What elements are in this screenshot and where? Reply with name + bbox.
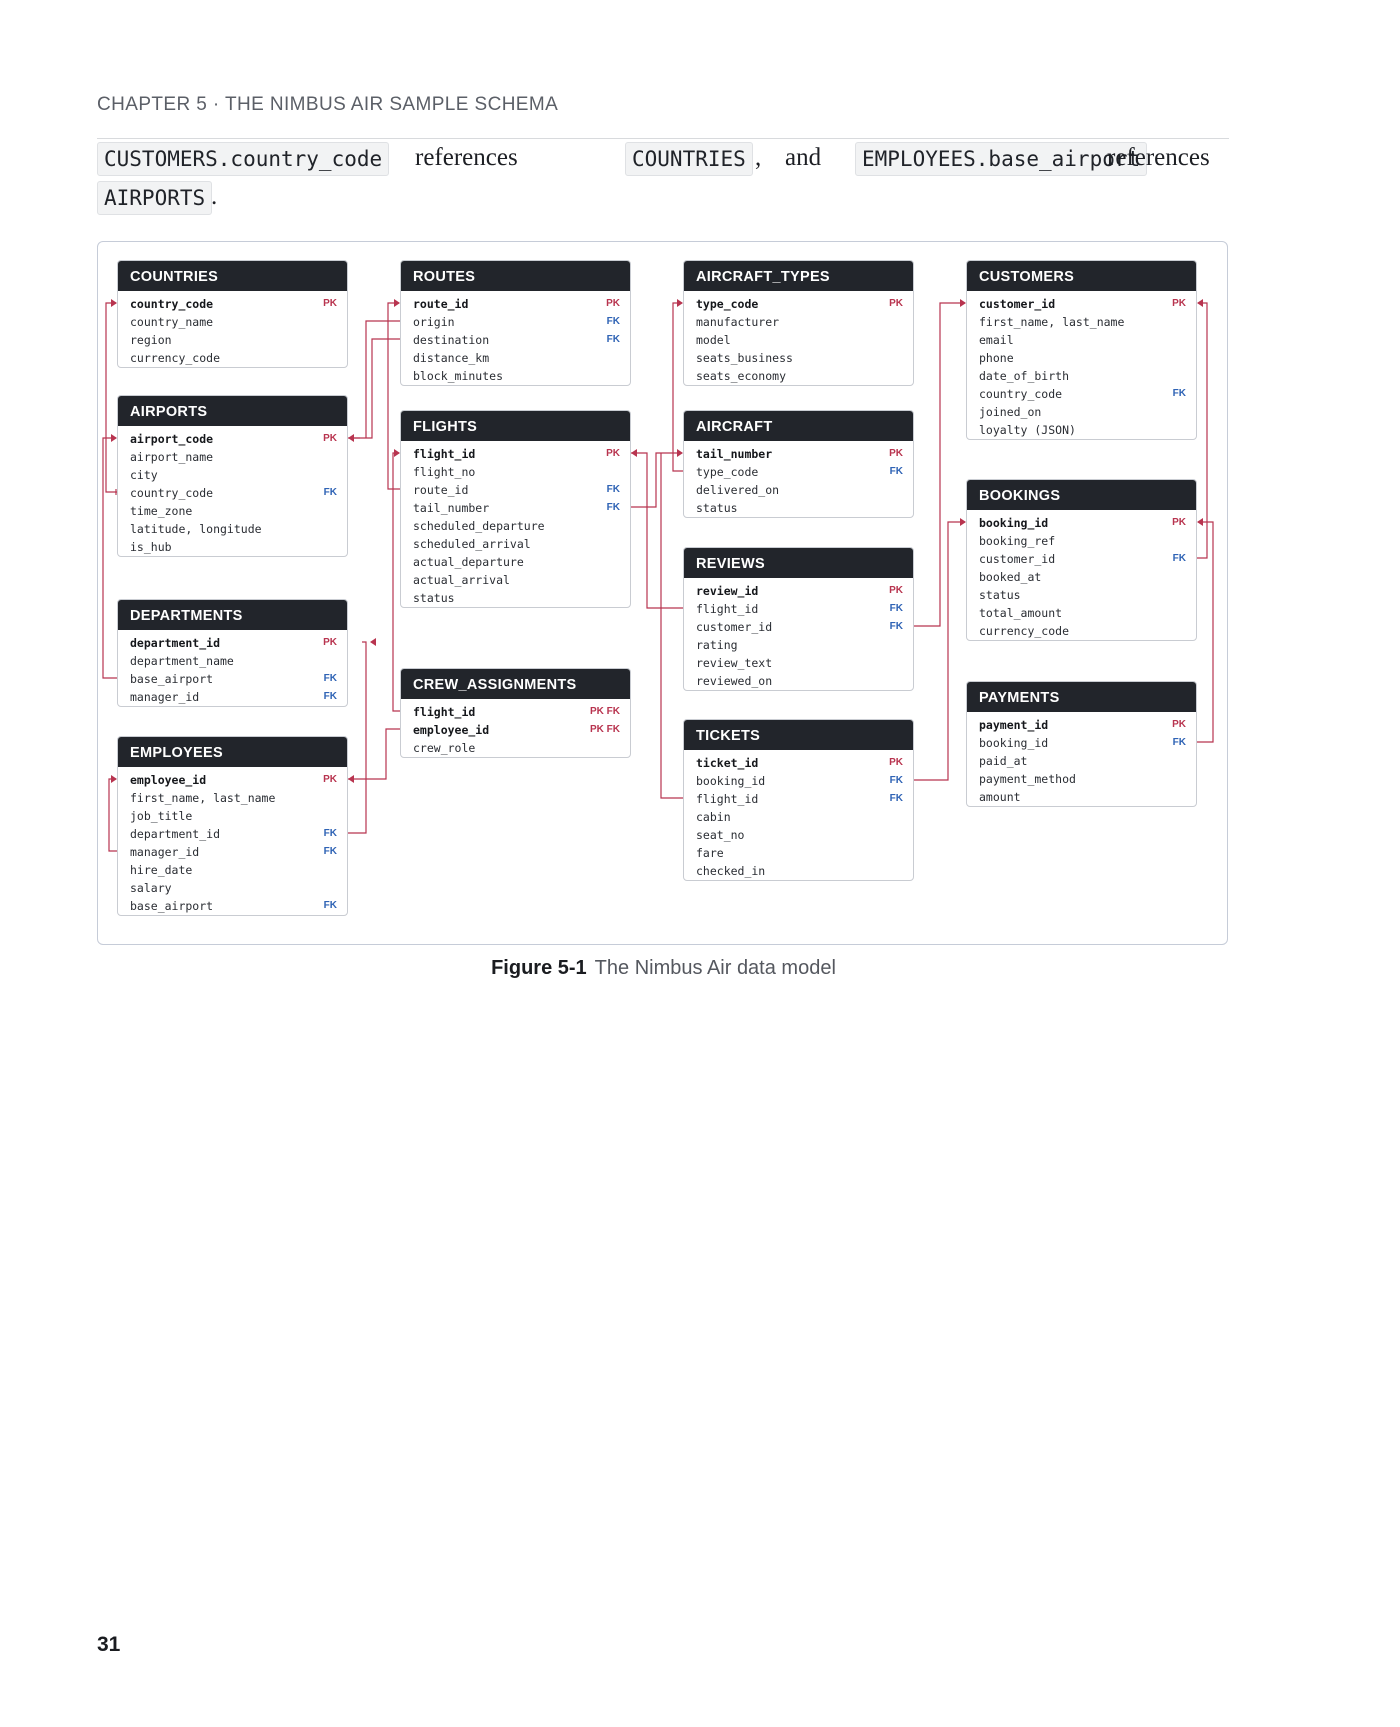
column-row	[684, 636, 913, 654]
column-name: department_id	[130, 827, 221, 841]
table-reviews	[683, 547, 914, 691]
table-title: EMPLOYEES	[118, 737, 347, 767]
table-title: BOOKINGS	[967, 480, 1196, 510]
table-title: CUSTOMERS	[967, 261, 1196, 291]
column-name: booking_id	[979, 516, 1049, 530]
column-name: date_of_birth	[979, 369, 1070, 383]
column-row	[684, 463, 913, 481]
column-row	[967, 367, 1196, 385]
column-row	[401, 535, 630, 553]
column-row	[401, 445, 630, 463]
column-name: block_minutes	[413, 369, 504, 383]
column-row	[684, 367, 913, 385]
column-row	[118, 331, 347, 349]
column-row	[967, 313, 1196, 331]
column-list	[401, 441, 630, 607]
column-row	[401, 589, 630, 607]
figure-caption	[0, 957, 1327, 980]
column-name: flight_no	[413, 465, 476, 479]
column-row	[401, 703, 630, 721]
column-name: flight_id	[413, 705, 476, 719]
key-badge: PK	[606, 298, 620, 309]
column-row	[684, 582, 913, 600]
column-name: manager_id	[130, 845, 200, 859]
column-name: booking_id	[979, 736, 1049, 750]
column-list	[684, 441, 913, 517]
column-row	[967, 586, 1196, 604]
column-row	[118, 634, 347, 652]
column-name: booking_ref	[979, 534, 1056, 548]
column-row	[401, 739, 630, 757]
key-badge: FK	[889, 466, 903, 477]
column-row	[684, 844, 913, 862]
column-name: checked_in	[696, 864, 766, 878]
column-name: base_airport	[130, 672, 214, 686]
column-row	[684, 808, 913, 826]
column-name: reviewed_on	[696, 674, 773, 688]
column-row	[118, 484, 347, 502]
column-list	[967, 510, 1196, 640]
column-row	[684, 295, 913, 313]
key-badge: FK	[889, 775, 903, 786]
fk-flights-aircraft	[631, 453, 682, 507]
column-row	[967, 716, 1196, 734]
column-row	[684, 331, 913, 349]
column-name: amount	[979, 790, 1021, 804]
key-badge: PK FK	[590, 706, 620, 717]
column-row	[967, 734, 1196, 752]
column-name: status	[979, 588, 1021, 602]
column-name: rating	[696, 638, 738, 652]
fk-employees-manager	[109, 779, 117, 851]
table-routes	[400, 260, 631, 386]
column-name: country_name	[130, 315, 214, 329]
column-row	[118, 295, 347, 313]
arrow-head	[1197, 518, 1203, 526]
column-name: total_amount	[979, 606, 1063, 620]
column-name: employee_id	[413, 723, 490, 737]
column-row	[967, 514, 1196, 532]
column-row	[118, 349, 347, 367]
column-row	[967, 421, 1196, 439]
key-badge: PK	[1172, 719, 1186, 730]
column-row	[684, 618, 913, 636]
column-row	[401, 367, 630, 385]
column-name: payment_method	[979, 772, 1076, 786]
fk-tickets-flights	[661, 453, 683, 798]
column-name: origin	[413, 315, 455, 329]
column-row	[118, 670, 347, 688]
table-title: FLIGHTS	[401, 411, 630, 441]
paragraph-text: references	[415, 144, 518, 171]
column-name: salary	[130, 881, 172, 895]
inline-code: AIRPORTS	[97, 181, 212, 215]
paragraph-text: ,	[755, 144, 762, 171]
fk-routes-destination	[354, 339, 400, 438]
fk-reviews-customers	[914, 303, 965, 626]
column-row	[118, 879, 347, 897]
column-name: is_hub	[130, 540, 172, 554]
column-name: review_id	[696, 584, 759, 598]
table-title: AIRPORTS	[118, 396, 347, 426]
column-name: currency_code	[130, 351, 221, 365]
column-list	[967, 712, 1196, 806]
fk-crew-flights	[393, 453, 400, 711]
column-row	[684, 754, 913, 772]
key-badge: PK	[323, 637, 337, 648]
header-rule	[97, 138, 1229, 139]
column-name: base_airport	[130, 899, 214, 913]
column-name: booking_id	[696, 774, 766, 788]
inline-code: CUSTOMERS.country_code	[97, 142, 389, 176]
column-name: actual_departure	[413, 555, 524, 569]
key-badge: FK	[606, 484, 620, 495]
column-row	[118, 466, 347, 484]
column-list	[118, 426, 347, 556]
page-number: 31	[97, 1633, 121, 1656]
column-list	[684, 750, 913, 880]
column-list	[967, 291, 1196, 439]
column-row	[967, 331, 1196, 349]
column-row	[118, 771, 347, 789]
figure-label: Figure 5-1	[491, 957, 587, 979]
fk-crew-employees	[348, 729, 400, 779]
column-name: type_code	[696, 465, 759, 479]
arrow-head	[370, 638, 376, 646]
column-name: loyalty (JSON)	[979, 423, 1076, 437]
column-name: joined_on	[979, 405, 1042, 419]
key-badge: FK	[323, 900, 337, 911]
column-row	[684, 790, 913, 808]
er-diagram-figure	[97, 241, 1228, 945]
column-row	[684, 499, 913, 517]
table-bookings	[966, 479, 1197, 641]
table-departments	[117, 599, 348, 707]
key-badge: PK	[323, 298, 337, 309]
key-badge: FK	[1172, 388, 1186, 399]
fk-payments-bookings	[1197, 522, 1213, 742]
column-name: model	[696, 333, 731, 347]
table-customers	[966, 260, 1197, 440]
column-row	[967, 295, 1196, 313]
column-name: status	[696, 501, 738, 515]
column-name: manager_id	[130, 690, 200, 704]
column-name: phone	[979, 351, 1014, 365]
column-row	[118, 825, 347, 843]
table-flights	[400, 410, 631, 608]
column-row	[118, 448, 347, 466]
column-row	[684, 672, 913, 690]
table-countries	[117, 260, 348, 368]
column-name: tail_number	[413, 501, 490, 515]
column-row	[684, 654, 913, 672]
inline-code: EMPLOYEES.base_airport	[855, 142, 1147, 176]
key-badge: FK	[323, 673, 337, 684]
key-badge: FK	[606, 502, 620, 513]
column-name: job_title	[130, 809, 193, 823]
column-name: time_zone	[130, 504, 193, 518]
table-airports	[117, 395, 348, 557]
column-row	[118, 652, 347, 670]
column-row	[401, 481, 630, 499]
column-name: fare	[696, 846, 724, 860]
column-list	[118, 630, 347, 706]
column-name: flight_id	[413, 447, 476, 461]
chapter-heading: CHAPTER 5 · THE NIMBUS AIR SAMPLE SCHEMA	[97, 94, 559, 115]
column-name: latitude, longitude	[130, 522, 262, 536]
column-name: destination	[413, 333, 490, 347]
key-badge: FK	[323, 846, 337, 857]
arrow-head	[631, 449, 637, 457]
column-list	[401, 699, 630, 757]
column-name: seats_economy	[696, 369, 787, 383]
column-row	[118, 502, 347, 520]
column-row	[118, 861, 347, 879]
fk-flights-routes	[388, 303, 400, 489]
column-list	[684, 578, 913, 690]
column-row	[118, 313, 347, 331]
column-row	[118, 807, 347, 825]
column-row	[401, 349, 630, 367]
column-row	[967, 788, 1196, 806]
table-title: DEPARTMENTS	[118, 600, 347, 630]
key-badge: FK	[889, 621, 903, 632]
key-badge: PK	[606, 448, 620, 459]
column-row	[967, 568, 1196, 586]
key-badge: PK FK	[590, 724, 620, 735]
column-name: customer_id	[979, 552, 1056, 566]
column-name: employee_id	[130, 773, 207, 787]
key-badge: FK	[323, 828, 337, 839]
paragraph-text: references	[1107, 144, 1210, 171]
column-name: country_code	[130, 486, 214, 500]
arrow-head	[348, 434, 354, 442]
inline-code: COUNTRIES	[625, 142, 753, 176]
column-name: paid_at	[979, 754, 1028, 768]
arrow-head	[1197, 299, 1203, 307]
column-name: tail_number	[696, 447, 773, 461]
column-name: seats_business	[696, 351, 793, 365]
column-row	[401, 553, 630, 571]
column-name: flight_id	[696, 792, 759, 806]
table-title: CREW_ASSIGNMENTS	[401, 669, 630, 699]
key-badge: PK	[889, 298, 903, 309]
column-row	[401, 331, 630, 349]
column-row	[967, 550, 1196, 568]
column-row	[967, 770, 1196, 788]
column-name: distance_km	[413, 351, 490, 365]
column-name: first_name, last_name	[130, 791, 276, 805]
column-name: hire_date	[130, 863, 193, 877]
column-list	[118, 291, 347, 367]
column-row	[967, 532, 1196, 550]
column-name: flight_id	[696, 602, 759, 616]
column-list	[118, 767, 347, 915]
key-badge: FK	[1172, 553, 1186, 564]
column-row	[401, 295, 630, 313]
table-title: PAYMENTS	[967, 682, 1196, 712]
key-badge: PK	[889, 448, 903, 459]
table-aircraft-types	[683, 260, 914, 386]
column-row	[684, 826, 913, 844]
fk-reviews-flights	[631, 453, 683, 608]
column-row	[684, 600, 913, 618]
column-name: cabin	[696, 810, 731, 824]
column-name: region	[130, 333, 172, 347]
column-name: scheduled_departure	[413, 519, 545, 533]
table-title: AIRCRAFT_TYPES	[684, 261, 913, 291]
key-badge: FK	[606, 316, 620, 327]
column-name: country_code	[130, 297, 214, 311]
column-row	[118, 538, 347, 556]
column-row	[684, 445, 913, 463]
column-name: scheduled_arrival	[413, 537, 531, 551]
table-title: ROUTES	[401, 261, 630, 291]
column-name: country_code	[979, 387, 1063, 401]
fk-airports-countries	[106, 303, 117, 492]
table-payments	[966, 681, 1197, 807]
column-name: type_code	[696, 297, 759, 311]
column-row	[684, 313, 913, 331]
column-name: airport_name	[130, 450, 214, 464]
column-row	[967, 349, 1196, 367]
fk-aircraft-types	[673, 303, 683, 471]
table-tickets	[683, 719, 914, 881]
column-name: booked_at	[979, 570, 1042, 584]
key-badge: PK	[889, 585, 903, 596]
key-badge: FK	[889, 603, 903, 614]
fk-employees-departments	[348, 642, 366, 833]
key-badge: PK	[1172, 298, 1186, 309]
paragraph-line-2	[97, 181, 497, 221]
key-badge: PK	[889, 757, 903, 768]
column-name: currency_code	[979, 624, 1070, 638]
column-row	[401, 721, 630, 739]
column-name: ticket_id	[696, 756, 759, 770]
arrow-head	[348, 775, 354, 783]
key-badge: FK	[323, 487, 337, 498]
column-name: department_id	[130, 636, 221, 650]
column-name: delivered_on	[696, 483, 780, 497]
key-badge: FK	[1172, 737, 1186, 748]
column-row	[118, 430, 347, 448]
column-row	[401, 463, 630, 481]
key-badge: PK	[323, 774, 337, 785]
paragraph-text: and	[785, 144, 822, 171]
column-row	[401, 571, 630, 589]
column-name: route_id	[413, 297, 469, 311]
column-row	[118, 688, 347, 706]
table-title: TICKETS	[684, 720, 913, 750]
column-name: actual_arrival	[413, 573, 510, 587]
column-name: crew_role	[413, 741, 476, 755]
column-name: customer_id	[696, 620, 773, 634]
column-list	[684, 291, 913, 385]
column-list	[401, 291, 630, 385]
column-name: manufacturer	[696, 315, 780, 329]
column-name: email	[979, 333, 1014, 347]
column-name: customer_id	[979, 297, 1056, 311]
column-name: department_name	[130, 654, 234, 668]
column-name: review_text	[696, 656, 773, 670]
table-title: COUNTRIES	[118, 261, 347, 291]
column-row	[118, 897, 347, 915]
column-row	[684, 481, 913, 499]
column-row	[967, 622, 1196, 640]
column-row	[684, 772, 913, 790]
column-row	[967, 403, 1196, 421]
column-row	[401, 517, 630, 535]
column-name: route_id	[413, 483, 469, 497]
table-crew-assignments	[400, 668, 631, 758]
column-row	[401, 499, 630, 517]
table-title: REVIEWS	[684, 548, 913, 578]
column-name: payment_id	[979, 718, 1049, 732]
table-title: AIRCRAFT	[684, 411, 913, 441]
paragraph-text: .	[211, 183, 218, 210]
key-badge: FK	[889, 793, 903, 804]
key-badge: PK	[323, 433, 337, 444]
column-row	[118, 843, 347, 861]
key-badge: PK	[1172, 517, 1186, 528]
table-aircraft	[683, 410, 914, 518]
column-row	[401, 313, 630, 331]
column-name: first_name, last_name	[979, 315, 1125, 329]
column-name: city	[130, 468, 158, 482]
column-row	[118, 789, 347, 807]
key-badge: FK	[606, 334, 620, 345]
fk-departments-airports	[103, 438, 117, 678]
column-row	[684, 349, 913, 367]
column-row	[118, 520, 347, 538]
key-badge: FK	[323, 691, 337, 702]
paragraph-line-1	[97, 142, 1229, 182]
column-name: airport_code	[130, 432, 214, 446]
table-employees	[117, 736, 348, 916]
column-row	[967, 752, 1196, 770]
column-name: status	[413, 591, 455, 605]
figure-caption-text: The Nimbus Air data model	[594, 957, 836, 979]
column-row	[967, 385, 1196, 403]
column-row	[684, 862, 913, 880]
column-row	[967, 604, 1196, 622]
column-name: seat_no	[696, 828, 745, 842]
